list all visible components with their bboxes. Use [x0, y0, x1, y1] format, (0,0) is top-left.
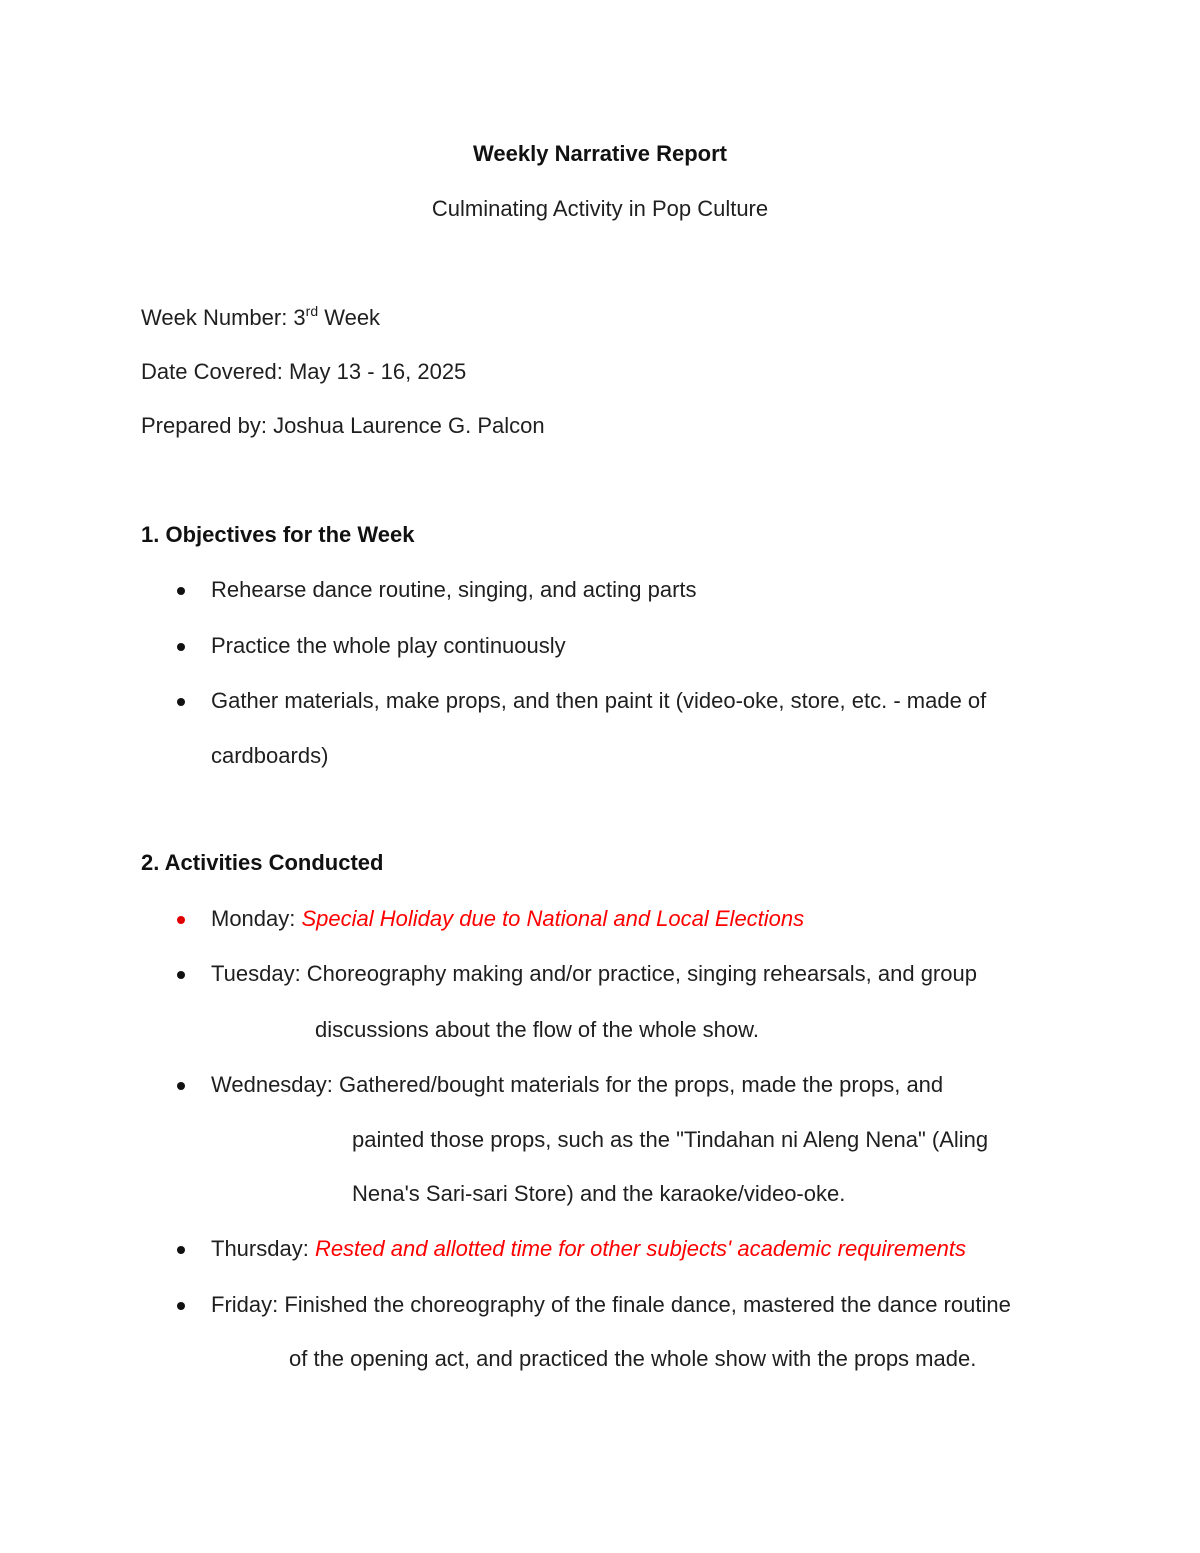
activity-friday: Friday: Finished the choreography of the finale dance, mastered the dance routine — [211, 1292, 1011, 1317]
activities-heading: 2. Activities Conducted — [141, 850, 384, 875]
bullet-icon — [177, 1246, 185, 1254]
bullet-icon — [177, 916, 185, 924]
activity-thursday — [211, 1234, 966, 1264]
prepared-by: Prepared by: Joshua Laurence G. Palcon — [141, 413, 545, 438]
week-number-suffix: rd — [305, 303, 319, 319]
list-item: Gather materials, make props, and then paint it (video-oke, store, etc. - made of — [211, 688, 987, 713]
activity-day-label: Monday: — [211, 906, 302, 931]
activity-friday-continuation: of the opening act, and practiced the whole show with the props made. — [289, 1346, 977, 1371]
bullet-icon — [177, 971, 185, 979]
activity-tuesday: Tuesday: Choreography making and/or practice, singing rehearsals, and group — [211, 961, 977, 986]
list-item: Practice the whole play continuously — [211, 633, 566, 658]
activity-monday — [211, 904, 804, 934]
activity-wednesday-continuation: Nena's Sari-sari Store) and the karaoke/video-oke. — [352, 1181, 846, 1206]
activity-day-label: Thursday: — [211, 1236, 315, 1261]
bullet-icon — [177, 587, 185, 595]
week-number — [141, 303, 380, 333]
activity-highlight: Special Holiday due to National and Local Elections — [301, 906, 805, 931]
activity-wednesday: Wednesday: Gathered/bought materials for the props, made the props, and — [211, 1072, 944, 1097]
date-covered: Date Covered: May 13 - 16, 2025 — [141, 359, 467, 384]
bullet-icon — [177, 1302, 185, 1310]
activity-wednesday-continuation: painted those props, such as the "Tindahan ni Aleng Nena" (Aling — [352, 1127, 989, 1152]
activity-tuesday-continuation: discussions about the flow of the whole show. — [315, 1017, 759, 1042]
week-number-label: Week Number: 3 — [141, 305, 306, 330]
list-item: Rehearse dance routine, singing, and acting parts — [211, 577, 697, 602]
bullet-icon — [177, 1082, 185, 1090]
objectives-heading: 1. Objectives for the Week — [141, 522, 415, 547]
list-item-continuation: cardboards) — [211, 743, 329, 768]
week-number-tail: Week — [318, 305, 381, 330]
page-subtitle: Culminating Activity in Pop Culture — [431, 196, 769, 221]
activity-highlight: Rested and allotted time for other subjects' academic requirements — [314, 1236, 967, 1261]
bullet-icon — [177, 643, 185, 651]
bullet-icon — [177, 698, 185, 706]
page-title: Weekly Narrative Report — [473, 141, 727, 166]
